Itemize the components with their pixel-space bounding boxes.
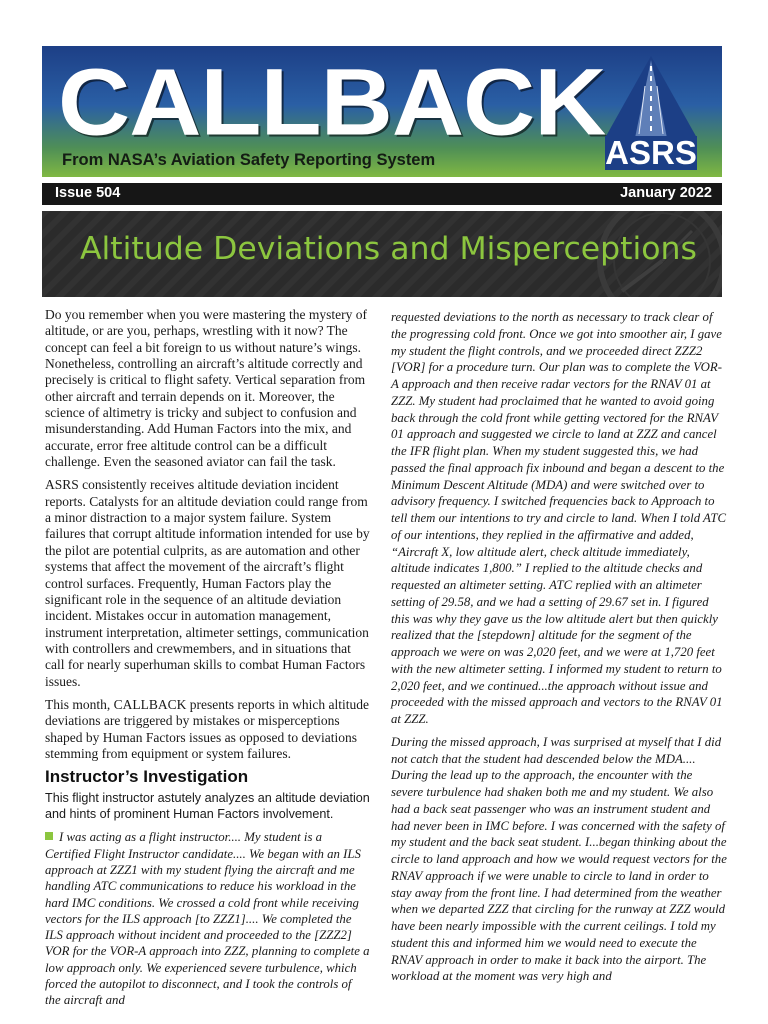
- issue-bar: [42, 183, 722, 205]
- right-column: [391, 309, 727, 991]
- report-text: I was acting as a flight instructor.... My student is a Certified Flight Instructor candidate.... We began with an ILS approach at ZZZ1 with my student flying the aircraft and me handling ATC communications to reduce his workload in the hard IMC conditions. We crossed a cold front while receiving vectors for the ILS approach [to ZZZ1].... We completed the ILS approach without incident and proceeded to the [ZZZ2] VOR for the VOR-A approach into ZZZ, planning to complete a low approach only. We experienced severe turbulence, which forced the autopilot to disconnect, and I took the controls of the aircraft and: [45, 830, 370, 1008]
- intro-paragraph-2: ASRS consistently receives altitude deviation incident reports. Catalysts for an altitude deviation could range from a minor distraction to a major system failure. System failures that corrupt altitude information intended for use by the pilot are potential culprits, as are automation and other systems that affect the movement of the aircraft’s flight control surfaces. Frequently, Human Factors play the significant role in the sequence of an altitude deviation incident. Mistakes occur in automation management, instrument interpretation, altimeter settings, communication with controllers and crewmembers, and in situations that call for nearly superhuman skills to combat Human Factors issues.: [45, 477, 370, 689]
- asrs-logo-text: ASRS: [605, 134, 697, 171]
- report-excerpt: [45, 829, 370, 1008]
- title-banner: [42, 211, 722, 297]
- asrs-logo: [605, 56, 697, 170]
- article-title: Altitude Deviations and Misperceptions: [80, 231, 697, 267]
- left-column: [45, 307, 370, 1016]
- newsletter-tagline: From NASA’s Aviation Safety Reporting System: [62, 151, 436, 169]
- intro-paragraph-3: This month, CALLBACK presents reports in which altitude deviations are triggered by mistakes or misperceptions shaped by Human Factors issues as opposed to deviations stemming from equipment or system failures.: [45, 696, 369, 761]
- newsletter-brand: CALLBACK: [58, 48, 606, 156]
- section-intro: This flight instructor astutely analyzes an altitude deviation and hints of prominent Human Factors involvement.: [45, 790, 370, 821]
- section-heading: Instructor’s Investigation: [45, 767, 249, 787]
- report-paragraph-2: During the missed approach, I was surprised at myself that I did not catch that the student had descended below the MDA.... During the lead up to the approach, the encounter with the severe turbulence had shaken both me and my student. We also had a back seat passenger who was an instrument student and had never been in IMC before. I was concerned with the safety of my student and the back seat student. I...began thinking about the circle to land approach and how we would request vectors for the RNAV approach if we were unable to circle to land in order to stay away from the front line. I had determined from the weather when we departed ZZZ that circling for the runway at ZZZ would have been nearly impossible with the current ceilings. I told my student this and informed him we would need to execute the RNAV approach in order to make it back into the airport. The workload at the moment was very high and: [391, 734, 727, 984]
- bullet-square-icon: [45, 832, 53, 840]
- issue-number: Issue 504: [55, 185, 121, 201]
- report-paragraph-1: requested deviations to the north as necessary to track clear of the progressing cold front. Once we got into smoother air, I gave my student the flight controls, and we proceeded direct ZZZ2 [VOR] for a procedure turn. Our plan was to complete the VOR-A approach and then receive radar vectors for the RNAV 01 at ZZZ. My student had proclaimed that he wanted to avoid going back through the cold front while getting vectored for the RNAV 01 approach and suggested we circle to land at ZZZ and cancel the IFR flight plan. When my student suggested this, we had passed the final approach fix inbound and began a descent to the Minimum Descent Altitude (MDA) and were switched over to advisory frequency. I switched frequencies back to Approach to tell them our intentions to try and circle to land. When I told ATC of our intentions, they replied in the affirmative and added, “Aircraft X, low altitude alert, check altitude immediately, altitude indicates 1,800.” I replied to the altitude checks and requested an altimeter setting. ATC replied with an altimeter setting of 29.58, and we had a setting of 29.67 set in. I figured this was why they gave us the low altitude alert but then quickly realized that the [stepdown] altitude for the segment of the approach we were on was 2,020 feet, and we were at 1,720 feet with the new altimeter setting. I informed my student to return to 2,020 feet, and we continued...the approach without issue and proceeded with the missed approach and vectors to the RNAV 01 at ZZZ.: [391, 310, 727, 726]
- intro-paragraph-1: Do you remember when you were mastering the mystery of altitude, or are you, perhaps, wrestling with it now? The concept can feel a bit foreign to us without nature’s wings. Nonetheless, controlling an aircraft’s altitude correctly and precisely is critical to flight safety. Vertical separation from other aircraft and terrain depends on it. Moreover, the science of altimetry is tricky and subject to confusion and misunderstanding. Add Human Factors into the mix, and accurate, error free altitude control can be a difficult challenge. Even the seasoned aviator can fail the task.: [45, 307, 368, 470]
- runway-icon: [605, 56, 697, 138]
- issue-date: January 2022: [620, 185, 712, 201]
- masthead: [42, 46, 722, 177]
